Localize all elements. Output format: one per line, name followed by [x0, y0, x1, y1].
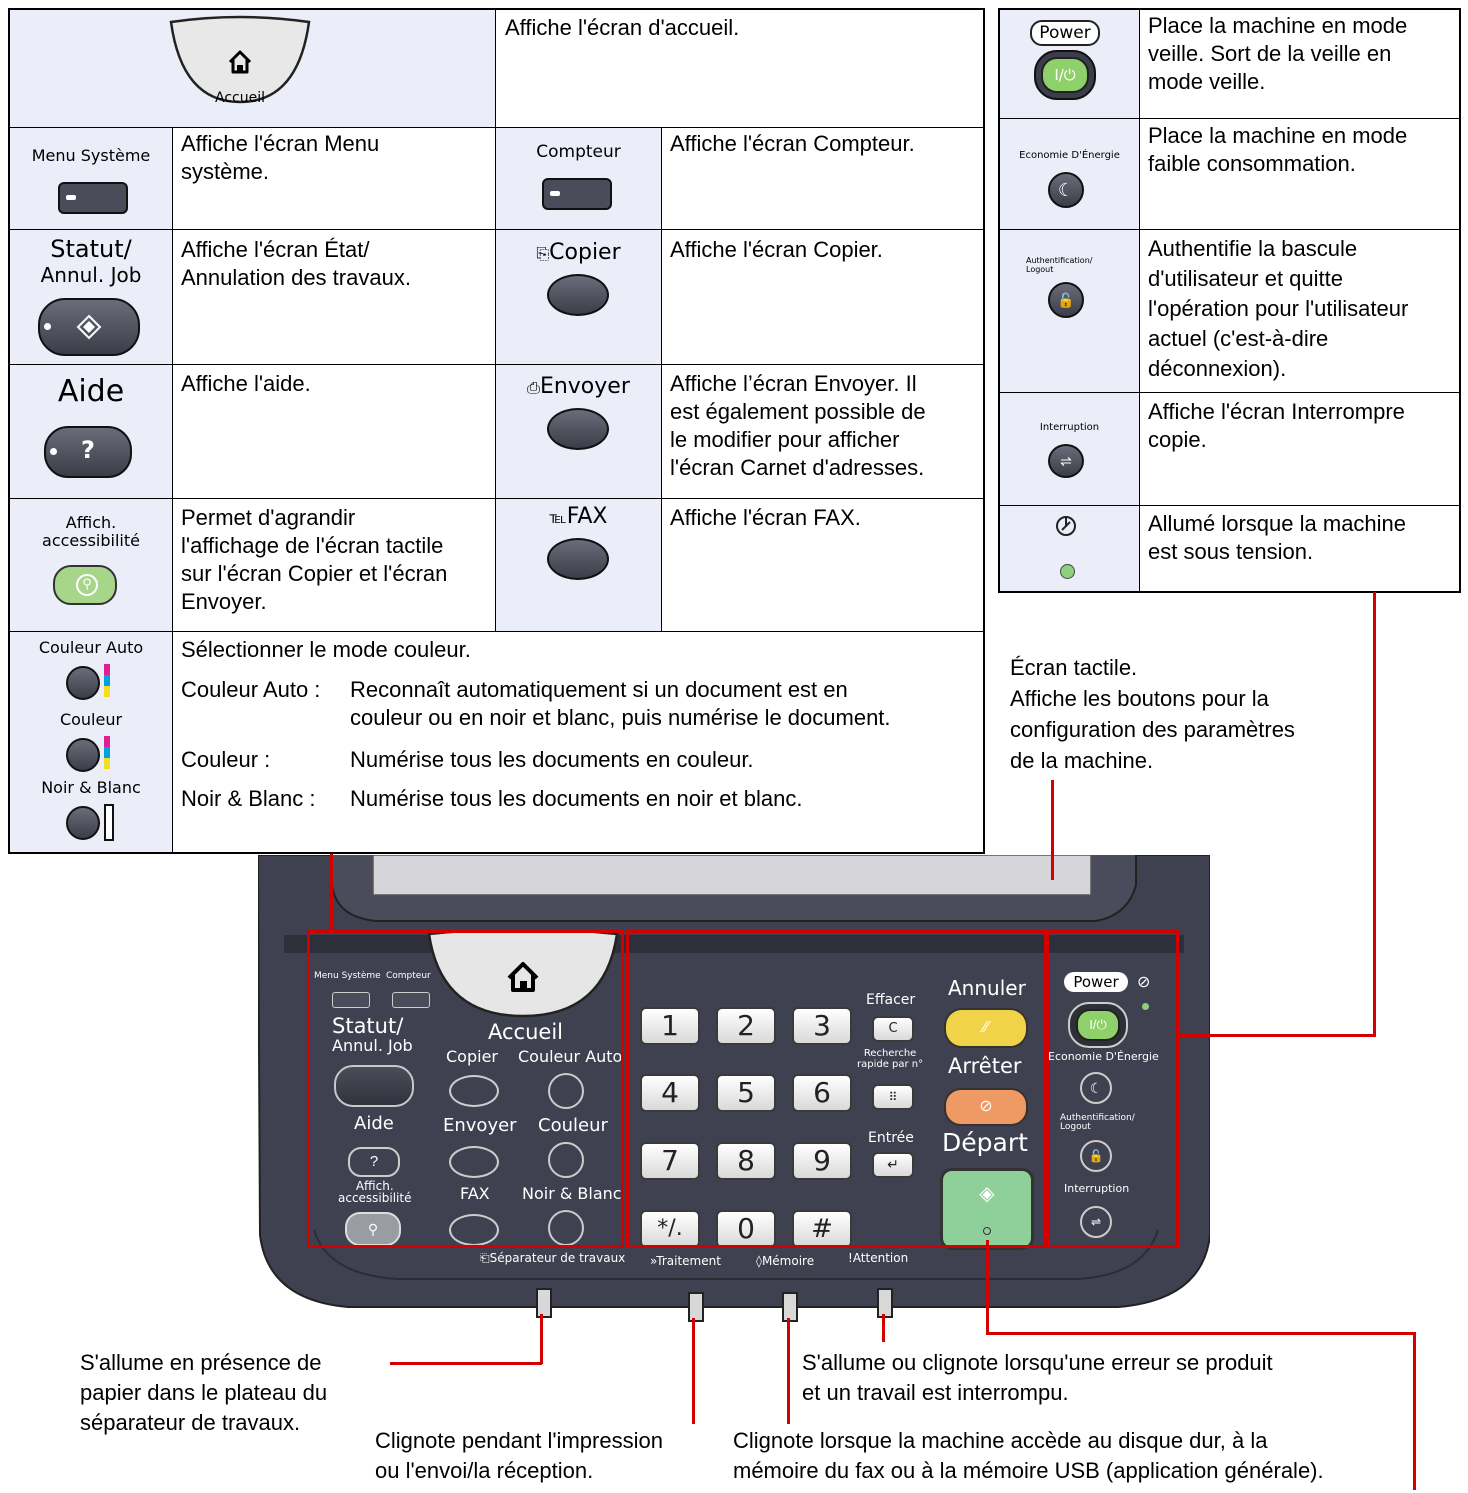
panel-arreter-button[interactable]: ⊘	[944, 1088, 1028, 1126]
panel-affich-label: Affich. accessibilité	[338, 1179, 412, 1205]
memory-lamp-icon	[782, 1292, 798, 1322]
panel-compteur-label: Compteur	[386, 971, 431, 981]
key-2[interactable]: 2	[716, 1007, 776, 1045]
couleur-auto-label: Couleur Auto	[38, 638, 144, 657]
noir-blanc-icon	[66, 802, 126, 842]
panel-menu-systeme-label: Menu Système	[314, 971, 381, 981]
key-1[interactable]: 1	[640, 1007, 700, 1045]
auth-label: Authentification/ Logout	[1026, 256, 1093, 274]
panel-recherche-button[interactable]: ⠿	[872, 1084, 914, 1110]
home-label: Accueil	[215, 90, 265, 106]
panel-depart-label: Départ	[942, 1128, 1028, 1157]
key-7[interactable]: 7	[640, 1142, 700, 1180]
color-term-auto: Couleur Auto :	[181, 677, 321, 702]
envoyer-desc: Affiche l’écran Envoyer. Il est également possible de le modifier pour afficher l'écran Carnet d'adresses.	[670, 371, 926, 480]
panel-noir-blanc-label: Noir & Blanc	[522, 1184, 622, 1203]
highlight-left-group	[307, 930, 624, 1248]
panel-arreter-label: Arrêter	[948, 1054, 1022, 1078]
panel-eco-label: Economie D'Énergie	[1048, 1050, 1159, 1063]
power-key-icon: I/⏻	[1034, 50, 1096, 100]
fax-icon: ℡	[549, 508, 567, 527]
key-6[interactable]: 6	[792, 1074, 852, 1112]
fax-label: ℡FAX	[549, 504, 608, 529]
noir-blanc-label: Noir & Blanc	[41, 778, 141, 797]
panel-fax-label: FAX	[460, 1184, 490, 1203]
attention-callout: S'allume ou clignote lorsqu'une erreur se produit et un travail est interrompu.	[802, 1350, 1273, 1405]
power-desc: Place la machine en mode veille. Sort de la veille en mode veille.	[1148, 13, 1408, 94]
memory-icon: ◊	[756, 1254, 762, 1268]
processing-icon: »	[650, 1254, 657, 1268]
statut-key-icon	[38, 298, 140, 356]
fax-desc: Affiche l'écran FAX.	[670, 505, 861, 530]
panel-couleur-label: Couleur	[538, 1115, 608, 1136]
panel-couleur-auto-label: Couleur Auto	[518, 1047, 623, 1066]
eco-key-icon: ☾	[1048, 172, 1084, 208]
aide-desc: Affiche l'aide.	[181, 371, 311, 396]
indicator-separateur-label: ⎗Séparateur de travaux	[480, 1251, 626, 1265]
main-power-led-icon	[1060, 564, 1075, 579]
panel-eco-button[interactable]: ☾	[1080, 1072, 1112, 1104]
processing-lamp-icon	[688, 1292, 704, 1322]
attention-lamp-icon	[877, 1288, 893, 1318]
panel-auth-label: Authentification/ Logout	[1060, 1113, 1135, 1132]
panel-aide-button[interactable]: ?	[348, 1147, 400, 1177]
envoyer-icon: ⎙	[527, 378, 540, 397]
processing-callout: Clignote pendant l'impression ou l'envoi/la réception.	[375, 1428, 663, 1483]
compteur-key-icon	[542, 178, 612, 210]
panel-statut-label: Statut/ Annul. Job	[332, 1014, 413, 1055]
panel-accueil-label: Accueil	[488, 1020, 563, 1044]
accessibility-key-icon: ⚲	[53, 565, 117, 605]
attention-icon: !	[848, 1251, 853, 1265]
color-desc-auto: Reconnaît automatiquement si un document est en couleur ou en noir et blanc, puis numérise le document.	[350, 677, 891, 730]
indicator-traitement-label: »Traitement	[650, 1254, 721, 1268]
couleur-auto-icon	[66, 662, 126, 702]
memory-callout: Clignote lorsque la machine accède au disque dur, à la mémoire du fax ou à la mémoire USB (application générale).	[733, 1428, 1324, 1483]
copier-desc: Affiche l'écran Copier.	[670, 237, 883, 262]
copier-icon: ⎘	[536, 244, 550, 263]
panel-copier-label: Copier	[446, 1047, 498, 1066]
statut-desc: Affiche l'écran État/ Annulation des travaux.	[181, 237, 411, 290]
panel-envoyer-label: Envoyer	[443, 1115, 517, 1136]
highlight-numeric-group	[626, 930, 1047, 1248]
menu-systeme-desc: Affiche l'écran Menu système.	[181, 131, 380, 184]
key-5[interactable]: 5	[716, 1074, 776, 1112]
color-desc-noir: Numérise tous les documents en noir et blanc.	[350, 786, 803, 811]
eco-label: Economie D'Énergie	[1019, 150, 1120, 161]
separator-lamp-icon	[536, 1288, 552, 1318]
panel-entree-button[interactable]: ↵	[872, 1152, 914, 1178]
aide-key-icon: ?	[44, 426, 132, 478]
key-8[interactable]: 8	[716, 1142, 776, 1180]
couleur-icon	[66, 734, 126, 774]
separator-callout: S'allume en présence de papier dans le plateau du séparateur de travaux.	[80, 1350, 328, 1435]
copier-key-icon	[547, 274, 609, 316]
affich-desc: Permet d'agrandir l'affichage de l'écran tactile sur l'écran Copier et l'écran Envoyer.	[181, 505, 448, 614]
panel-recherche-label: Recherche rapide par n°	[857, 1048, 924, 1070]
panel-depart-button[interactable]: ◈	[940, 1168, 1034, 1250]
panel-annuler-button[interactable]: ∕∕	[944, 1008, 1028, 1048]
panel-annuler-label: Annuler	[948, 976, 1026, 1000]
panel-power-button[interactable]: I/⏻	[1068, 1002, 1128, 1048]
panel-effacer-button[interactable]: C	[872, 1016, 914, 1042]
key-hash[interactable]: #	[792, 1210, 852, 1248]
panel-effacer-label: Effacer	[866, 992, 916, 1008]
fax-key-icon	[547, 538, 609, 580]
panel-accessibility-button[interactable]: ⚲	[345, 1212, 401, 1246]
panel-power-label: Power	[1064, 972, 1128, 992]
compteur-desc: Affiche l'écran Compteur.	[670, 131, 915, 156]
main-power-icon	[1054, 514, 1078, 538]
key-star[interactable]: */.	[640, 1210, 700, 1248]
interruption-label: Interruption	[1039, 422, 1100, 433]
panel-interruption-label: Interruption	[1064, 1182, 1130, 1195]
panel-interruption-button[interactable]: ⇌	[1080, 1206, 1112, 1238]
menu-systeme-key-icon	[58, 182, 128, 214]
aide-label: Aide	[57, 374, 125, 409]
power-label-box: Power	[1030, 20, 1100, 46]
key-3[interactable]: 3	[792, 1007, 852, 1045]
indicator-memoire-label: ◊Mémoire	[756, 1254, 815, 1268]
panel-entree-label: Entrée	[868, 1130, 914, 1146]
affich-label: Affich. accessibilité	[42, 513, 140, 550]
highlight-right-group	[1046, 930, 1179, 1248]
auth-key-icon: 🔓	[1048, 282, 1084, 318]
panel-aide-label: Aide	[354, 1113, 394, 1134]
auth-desc: Authentifie la bascule d'utilisateur et quitte l'opération pour l'utilisateur actuel (c'est-à-dire déconnexion).	[1148, 236, 1409, 381]
copier-label: ⎘Copier	[536, 240, 621, 265]
interruption-key-icon: ⇌	[1048, 444, 1084, 478]
touchscreen-callout: Écran tactile. Affiche les boutons pour la configuration des paramètres de la machine.	[1010, 655, 1295, 773]
main-power-desc: Allumé lorsque la machine est sous tension.	[1148, 511, 1407, 564]
separator-icon: ⎗	[480, 1251, 490, 1265]
envoyer-label: ⎙Envoyer	[527, 374, 630, 399]
color-term-noir: Noir & Blanc :	[181, 786, 316, 811]
statut-label: Statut/ Annul. Job	[40, 235, 142, 287]
panel-main-power-icon: ⊘	[1137, 972, 1151, 991]
panel-auth-button[interactable]: 🔓	[1080, 1140, 1112, 1172]
key-4[interactable]: 4	[640, 1074, 700, 1112]
home-desc: Affiche l'écran d'accueil.	[505, 15, 740, 40]
compteur-label: Compteur	[536, 142, 621, 162]
eco-desc: Place la machine en mode faible consommation.	[1148, 123, 1408, 176]
couleur-label: Couleur	[59, 710, 123, 729]
interruption-desc: Affiche l'écran Interrompre copie.	[1148, 399, 1405, 452]
key-0[interactable]: 0	[716, 1210, 776, 1248]
color-desc-couleur: Numérise tous les documents en couleur.	[350, 747, 754, 772]
indicator-attention-label: !Attention	[848, 1251, 909, 1265]
key-9[interactable]: 9	[792, 1142, 852, 1180]
color-term-couleur: Couleur :	[181, 747, 271, 772]
color-intro: Sélectionner le mode couleur.	[181, 637, 471, 662]
menu-systeme-label: Menu Système	[31, 146, 151, 165]
envoyer-key-icon	[547, 408, 609, 450]
